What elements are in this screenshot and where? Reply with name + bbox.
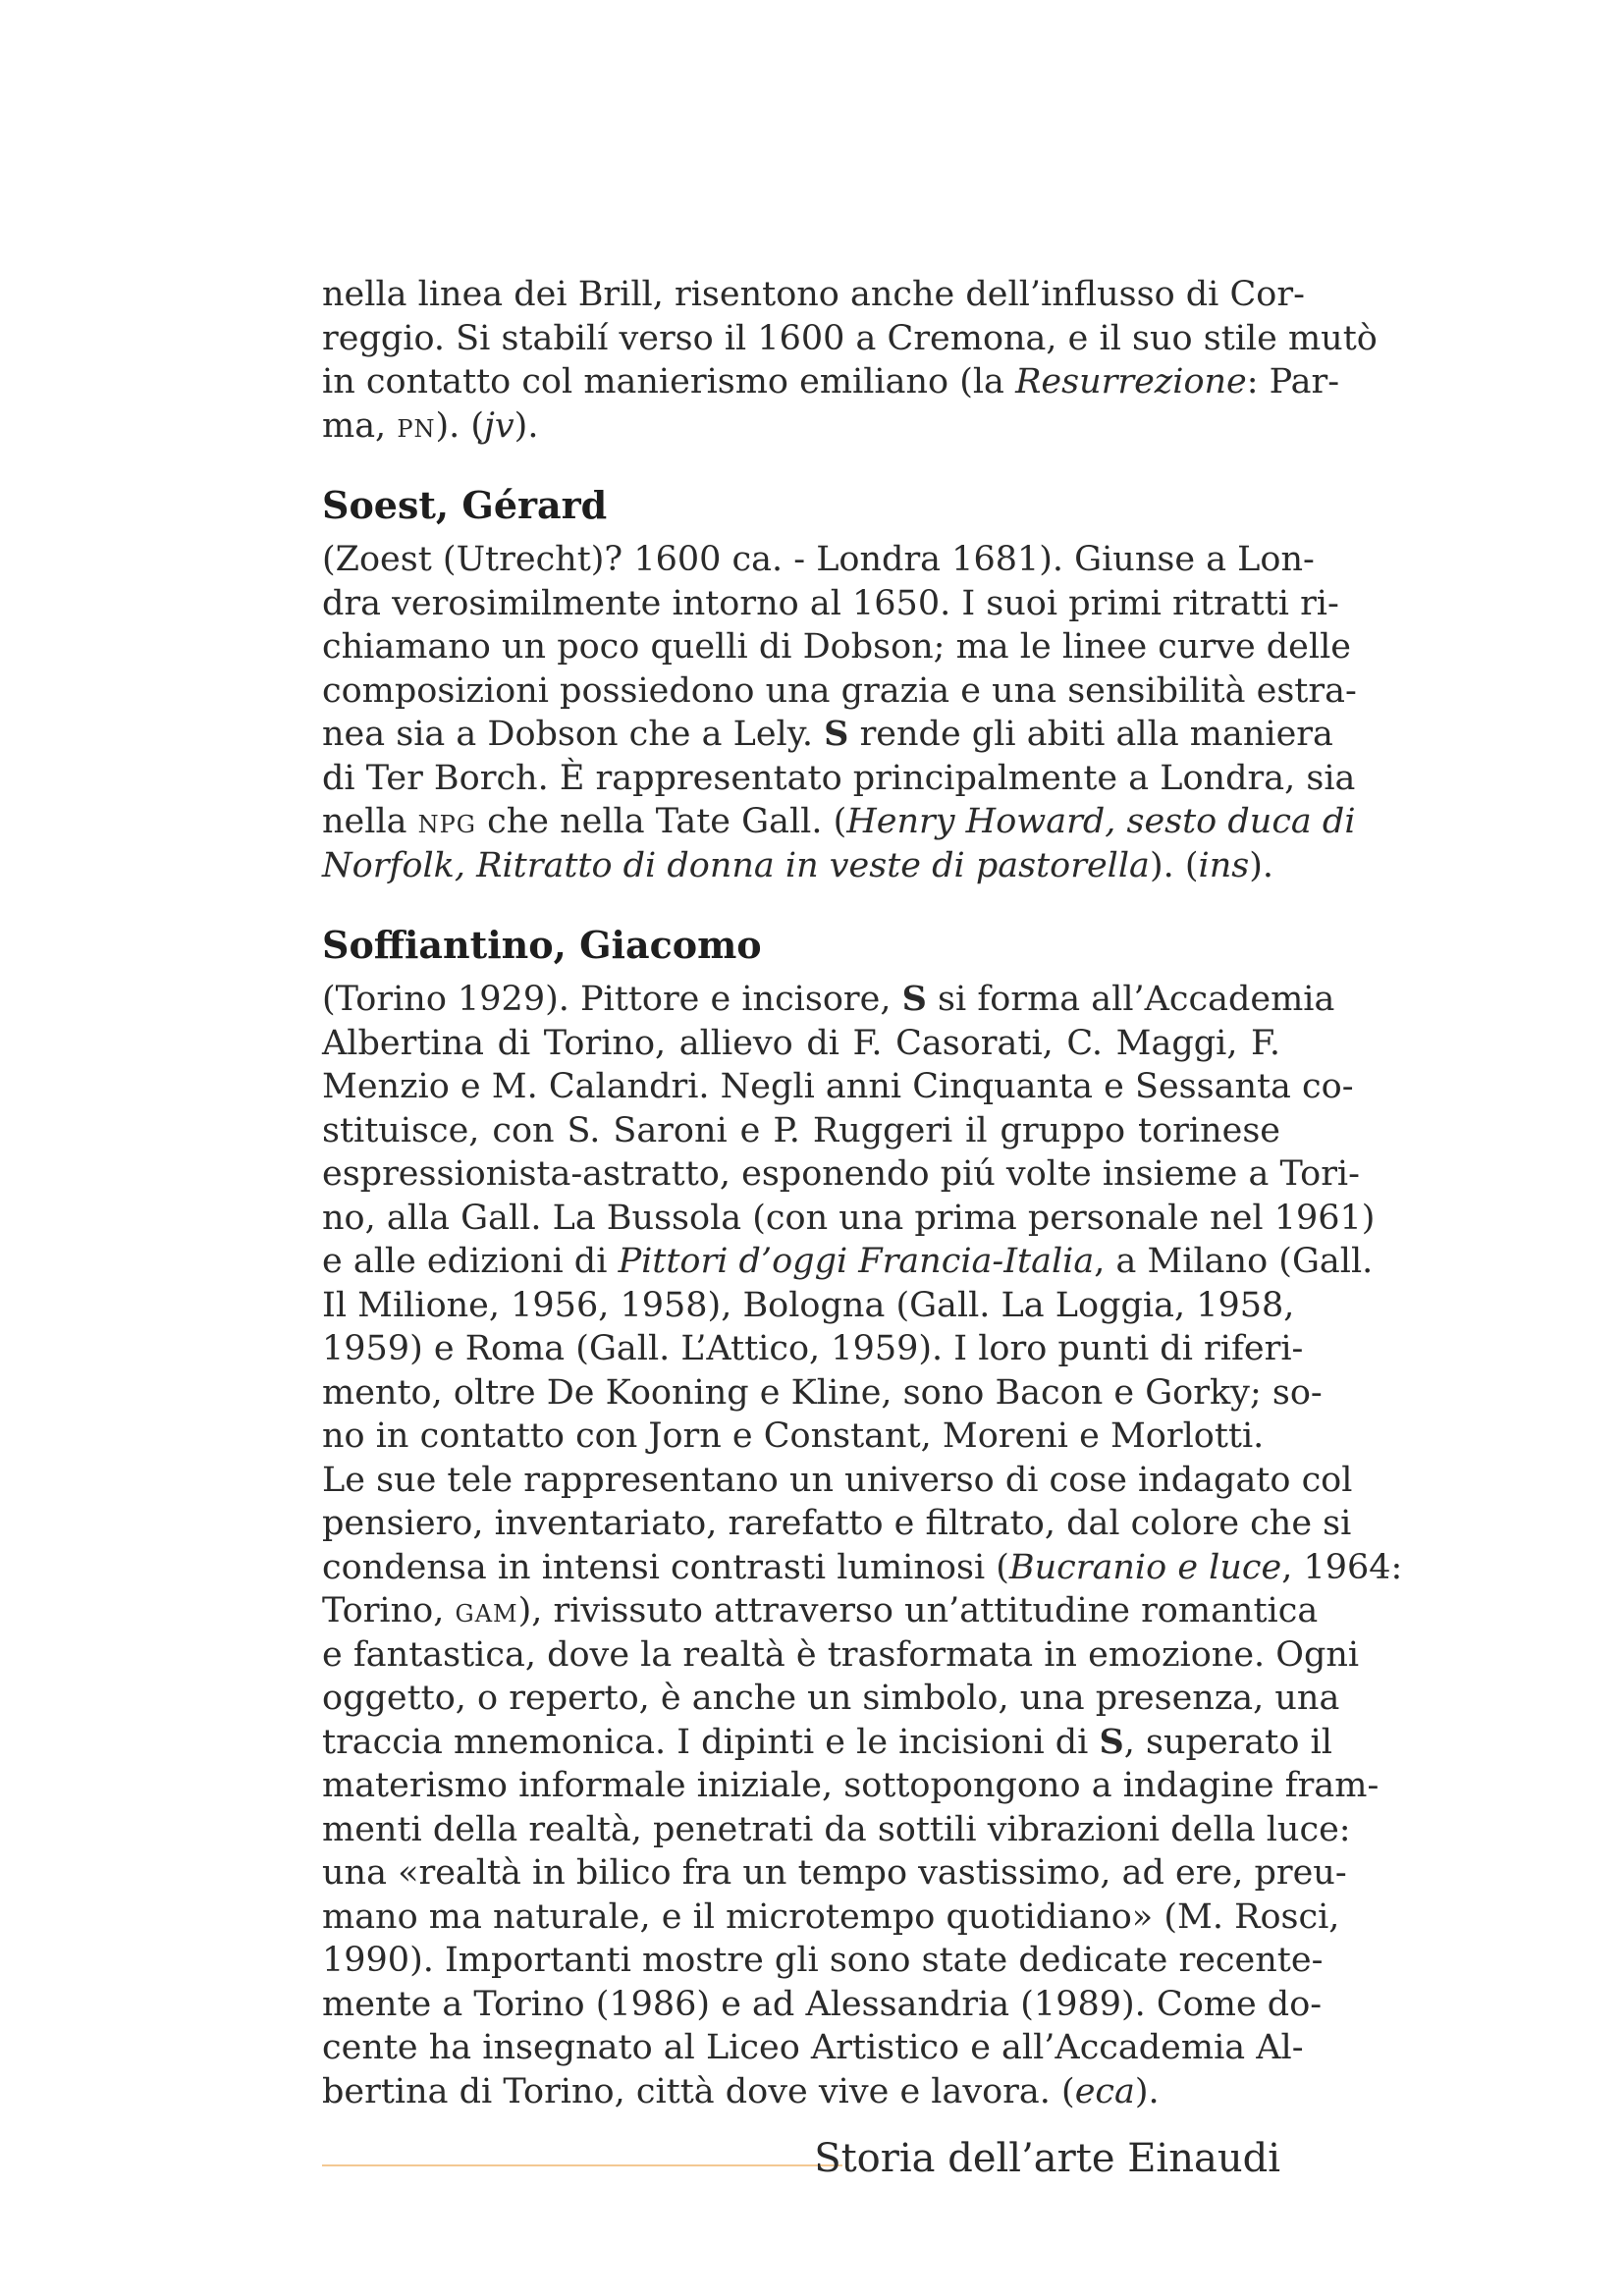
text-line: (Zoest (Utrecht)? 1600 ca. - Londra 1681). Giunse a Lon-: [322, 540, 1315, 579]
text-line: reggio. Si stabilí verso il 1600 a Cremona, e il suo stile mutò: [322, 318, 1378, 358]
text-line: dra verosimilmente intorno al 1650. I suoi primi ritratti ri-: [322, 583, 1339, 623]
exhibition-title: Pittori d’oggi Francia-Italia: [618, 1242, 1095, 1281]
author-initials: eca: [1074, 2071, 1135, 2111]
text-line: in contatto col manierismo emiliano (la Resurrezione: Par-: [322, 362, 1340, 401]
text-line: no, alla Gall. La Bussola (con una prima personale nel 1961): [322, 1198, 1376, 1238]
text-line: no in contatto con Jorn e Constant, Moreni e Morlotti.: [322, 1416, 1265, 1456]
text-line: mento, oltre De Kooning e Kline, sono Bacon e Gorky; so-: [322, 1372, 1323, 1413]
text-line: nella linea dei Brill, risentono anche dell’influsso di Cor-: [322, 275, 1305, 314]
text-line: Il Milione, 1956, 1958), Bologna (Gall. La Loggia, 1958,: [322, 1285, 1295, 1325]
text-line: nella NPG che nella Tate Gall. (Henry Howard, sesto duca di: [322, 802, 1356, 841]
entry-body-soest: [322, 538, 1357, 887]
text-line: condensa in intensi contrasti luminosi (Bucranio e luce, 1964:: [322, 1547, 1403, 1587]
footer-title: Storia dell’arte Einaudi: [814, 2136, 1280, 2181]
text-line: Torino, GAM), rivissuto attraverso un’attitudine romantica: [322, 1591, 1319, 1630]
text-line: mente a Torino (1986) e ad Alessandria (1989). Come do-: [322, 1984, 1323, 2024]
text-line: materismo informale iniziale, sottopongono a indagine fram-: [322, 1766, 1380, 1805]
text-line: cente ha insegnato al Liceo Artistico e all’Accademia Al-: [322, 2028, 1304, 2067]
text-line: Le sue tele rappresentano un universo di cose indagato col: [322, 1460, 1353, 1500]
text-line: pensiero, inventariato, rarefatto e filtrato, dal colore che si: [322, 1504, 1352, 1543]
artwork-title: Resurrezione: [1015, 362, 1247, 401]
text-line: stituisce, con S. Saroni e P. Ruggeri il gruppo torinese: [322, 1110, 1280, 1150]
abbreviation: PN: [397, 414, 436, 443]
text-line: chiamano un poco quelli di Dobson; ma le linee curve delle: [322, 627, 1352, 667]
entry-initial: S: [824, 714, 849, 754]
text-line: una «realtà in bilico fra un tempo vastissimo, ad ere, preu-: [322, 1853, 1347, 1893]
entry-heading-soest: Soest, Gérard: [322, 483, 608, 527]
intro-paragraph: [322, 273, 1378, 448]
footer-rule: [322, 2164, 842, 2166]
abbreviation: GAM: [455, 1600, 518, 1628]
text-line: (Torino 1929). Pittore e incisore, S si forma all’Accademia: [322, 979, 1335, 1019]
text-line: traccia mnemonica. I dipinti e le incisioni di S, superato il: [322, 1721, 1332, 1762]
author-initials: ins: [1198, 845, 1250, 885]
text-line: 1959) e Roma (Gall. L’Attico, 1959). I loro punti di riferi-: [322, 1329, 1304, 1368]
artwork-title: Norfolk, Ritratto di donna in veste di pastorella: [322, 845, 1150, 885]
author-initials: jv: [484, 405, 514, 446]
text-line: oggetto, o reperto, è anche un simbolo, una presenza, una: [322, 1679, 1340, 1718]
text-line: e alle edizioni di Pittori d’oggi Francia-Italia, a Milano (Gall.: [322, 1242, 1374, 1281]
text-line: Norfolk, Ritratto di donna in veste di pastorella). (ins).: [322, 845, 1273, 885]
text-line: Menzio e M. Calandri. Negli anni Cinquanta e Sessanta co-: [322, 1067, 1354, 1106]
abbreviation: NPG: [417, 811, 476, 838]
text-line: Albertina di Torino, allievo di F. Casorati, C. Maggi, F.: [322, 1023, 1280, 1063]
entry-initial: S: [1099, 1721, 1124, 1762]
entry-heading-soffiantino: Soffiantino, Giacomo: [322, 923, 762, 967]
text-line: composizioni possiedono una grazia e una sensibilità estra-: [322, 670, 1357, 711]
text-line: nea sia a Dobson che a Lely. S rende gli abiti alla maniera: [322, 714, 1333, 754]
text-line: di Ter Borch. È rappresentato principalmente a Londra, sia: [322, 758, 1356, 798]
text-line: bertina di Torino, città dove vive e lavora. (eca).: [322, 2071, 1160, 2111]
entry-body-soffiantino: [322, 978, 1403, 2113]
text-line: e fantastica, dove la realtà è trasformata in emozione. Ogni: [322, 1634, 1360, 1675]
artwork-title: Henry Howard, sesto duca di: [846, 802, 1356, 841]
page-text: [322, 273, 1403, 2113]
text-line: 1990). Importanti mostre gli sono state dedicate recente-: [322, 1941, 1324, 1980]
text-line: espressionista-astratto, esponendo piú volte insieme a Tori-: [322, 1154, 1360, 1194]
text-line: mano ma naturale, e il microtempo quotidiano» (M. Rosci,: [322, 1896, 1340, 1937]
artwork-title: Bucranio e luce: [1008, 1547, 1282, 1587]
text-line: ma, PN). (jv).: [322, 405, 539, 446]
text-line: menti della realtà, penetrati da sottili vibrazioni della luce:: [322, 1809, 1351, 1849]
entry-initial: S: [901, 979, 927, 1019]
